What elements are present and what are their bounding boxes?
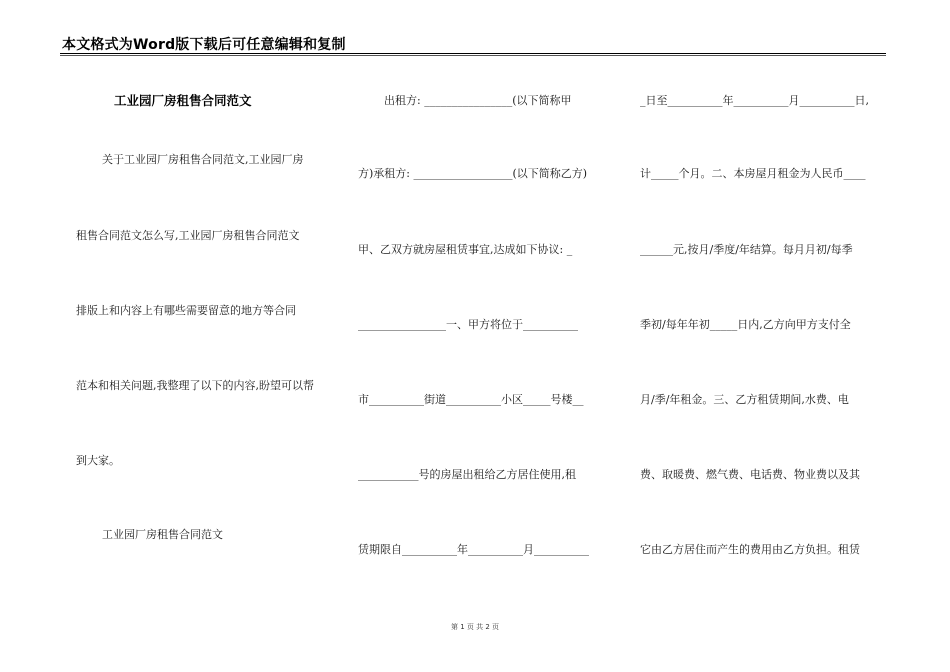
page-number: 第 1 页 共 2 页 <box>450 623 500 631</box>
paragraph-line: 赁期限自__________年__________月__________ <box>358 543 589 556</box>
paragraph-line: 计_____个月。二、本房屋月租金为人民币____ <box>640 167 866 180</box>
paragraph-line: 它由乙方居住而产生的费用由乙方负担。租赁 <box>640 543 860 556</box>
paragraph-line: 范本和相关问题,我整理了以下的内容,盼望可以帮 <box>76 379 314 392</box>
paragraph-line: 费、取暖费、燃气费、电话费、物业费以及其 <box>640 468 860 481</box>
paragraph-line: 关于工业园厂房租售合同范文,工业园厂房 <box>102 153 304 166</box>
header-rule <box>60 53 886 54</box>
paragraph-line: 方)承租方: __________________(以下简称乙方) <box>358 167 588 180</box>
document-header: 本文格式为Word版下载后可任意编辑和复制 <box>62 37 346 53</box>
document-title: 工业园厂房租售合同范文 <box>114 93 252 108</box>
header-rule-secondary <box>60 55 886 56</box>
paragraph-line: 排版上和内容上有哪些需要留意的地方等合同 <box>76 304 296 317</box>
paragraph-line: 租售合同范文怎么写,工业园厂房租售合同范文 <box>76 229 300 242</box>
paragraph-line: ___________号的房屋出租给乙方居住使用,租 <box>358 468 576 481</box>
section-heading: 工业园厂房租售合同范文 <box>102 528 223 541</box>
paragraph-line: ________________一、甲方将位于__________ <box>358 318 578 331</box>
paragraph-line: 季初/每年年初_____日内,乙方向甲方支付全 <box>640 318 851 331</box>
paragraph-line: ______元,按月/季度/年结算。每月月初/每季 <box>640 243 853 256</box>
paragraph-line: 月/季/年租金。三、乙方租赁期间,水费、电 <box>640 393 849 406</box>
paragraph-line: 到大家。 <box>76 454 120 467</box>
paragraph-line: 出租方: ________________(以下简称甲 <box>384 94 572 107</box>
paragraph-line: 甲、乙双方就房屋租赁事宜,达成如下协议: _ <box>358 243 573 256</box>
paragraph-line: _日至__________年__________月__________日, <box>640 94 869 107</box>
paragraph-line: 市__________街道__________小区_____号楼__ <box>358 393 584 406</box>
